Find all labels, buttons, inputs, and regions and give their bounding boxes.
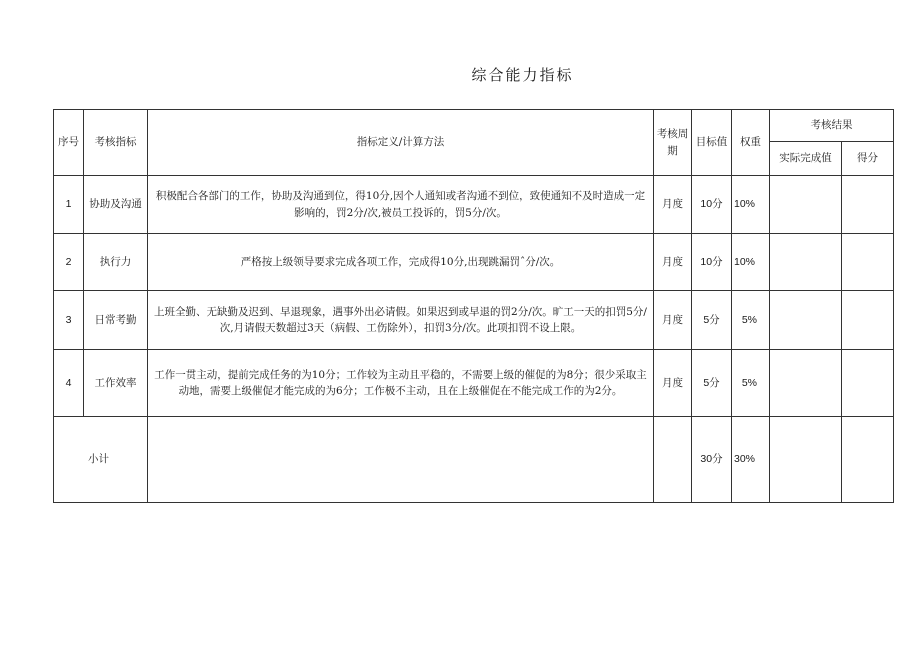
subtotal-target: 30分 <box>692 417 732 503</box>
header-result: 考核结果 <box>770 110 894 142</box>
row-actual[interactable] <box>770 234 842 291</box>
row-weight: 10% <box>732 176 770 234</box>
row-seq: 2 <box>54 234 84 291</box>
row-definition: 上班全勤、无缺勤及迟到、早退现象，遇事外出必请假。如果迟到或早退的罚2分/次。旷工一天的扣罚5分/次,月请假天数超过3天（病假、工伤除外），扣罚3分/次。此项扣罚不设上限。 <box>148 291 654 350</box>
row-period: 月度 <box>654 176 692 234</box>
row-target: 5分 <box>692 291 732 350</box>
row-seq: 1 <box>54 176 84 234</box>
row-target: 10分 <box>692 234 732 291</box>
page-title: 综合能力指标 <box>471 66 574 84</box>
row-actual[interactable] <box>770 291 842 350</box>
row-weight: 5% <box>732 350 770 417</box>
subtotal-label: 小计 <box>54 417 148 503</box>
row-indicator: 协助及沟通 <box>84 176 148 234</box>
header-indicator: 考核指标 <box>84 110 148 176</box>
subtotal-score[interactable] <box>842 417 894 503</box>
header-seq: 序号 <box>54 110 84 176</box>
row-indicator: 日常考勤 <box>84 291 148 350</box>
table-row <box>54 176 894 234</box>
subtotal-weight: 30% <box>732 417 770 503</box>
row-actual[interactable] <box>770 176 842 234</box>
row-definition: 工作一贯主动，提前完成任务的为10分；工作较为主动且平稳的，不需要上级的催促的为8分；很少采取主动地，需要上级催促才能完成的为6分；工作极不主动，且在上级催促在不能完成工作的为2分。 <box>148 350 654 417</box>
header-definition: 指标定义/计算方法 <box>148 110 654 176</box>
row-score[interactable] <box>842 350 894 417</box>
kpi-table <box>53 109 894 503</box>
subtotal-actual[interactable] <box>770 417 842 503</box>
row-score[interactable] <box>842 291 894 350</box>
row-target: 5分 <box>692 350 732 417</box>
row-indicator: 执行力 <box>84 234 148 291</box>
subtotal-row <box>54 417 894 503</box>
table-row <box>54 234 894 291</box>
row-score[interactable] <box>842 234 894 291</box>
header-target: 目标值 <box>692 110 732 176</box>
subtotal-period-empty <box>654 417 692 503</box>
header-weight: 权重 <box>732 110 770 176</box>
subtotal-definition-empty <box>148 417 654 503</box>
row-target: 10分 <box>692 176 732 234</box>
header-row-1 <box>54 110 894 142</box>
header-actual: 实际完成值 <box>770 142 842 176</box>
row-definition: 严格按上级领导要求完成各项工作，完成得10分,出现跳漏罚ˆ分/次。 <box>148 234 654 291</box>
row-period: 月度 <box>654 234 692 291</box>
table-row <box>54 350 894 417</box>
row-indicator: 工作效率 <box>84 350 148 417</box>
row-seq: 4 <box>54 350 84 417</box>
row-weight: 5% <box>732 291 770 350</box>
row-actual[interactable] <box>770 350 842 417</box>
row-period: 月度 <box>654 291 692 350</box>
header-period: 考核周期 <box>654 110 692 176</box>
row-weight: 10% <box>732 234 770 291</box>
header-score: 得分 <box>842 142 894 176</box>
row-definition: 积极配合各部门的工作，协助及沟通到位，得10分,因个人通知或者沟通不到位，致使通知不及时造成一定影响的，罚2分/次,被员工投诉的，罚5分/次。 <box>148 176 654 234</box>
row-score[interactable] <box>842 176 894 234</box>
table-row <box>54 291 894 350</box>
row-seq: 3 <box>54 291 84 350</box>
row-period: 月度 <box>654 350 692 417</box>
